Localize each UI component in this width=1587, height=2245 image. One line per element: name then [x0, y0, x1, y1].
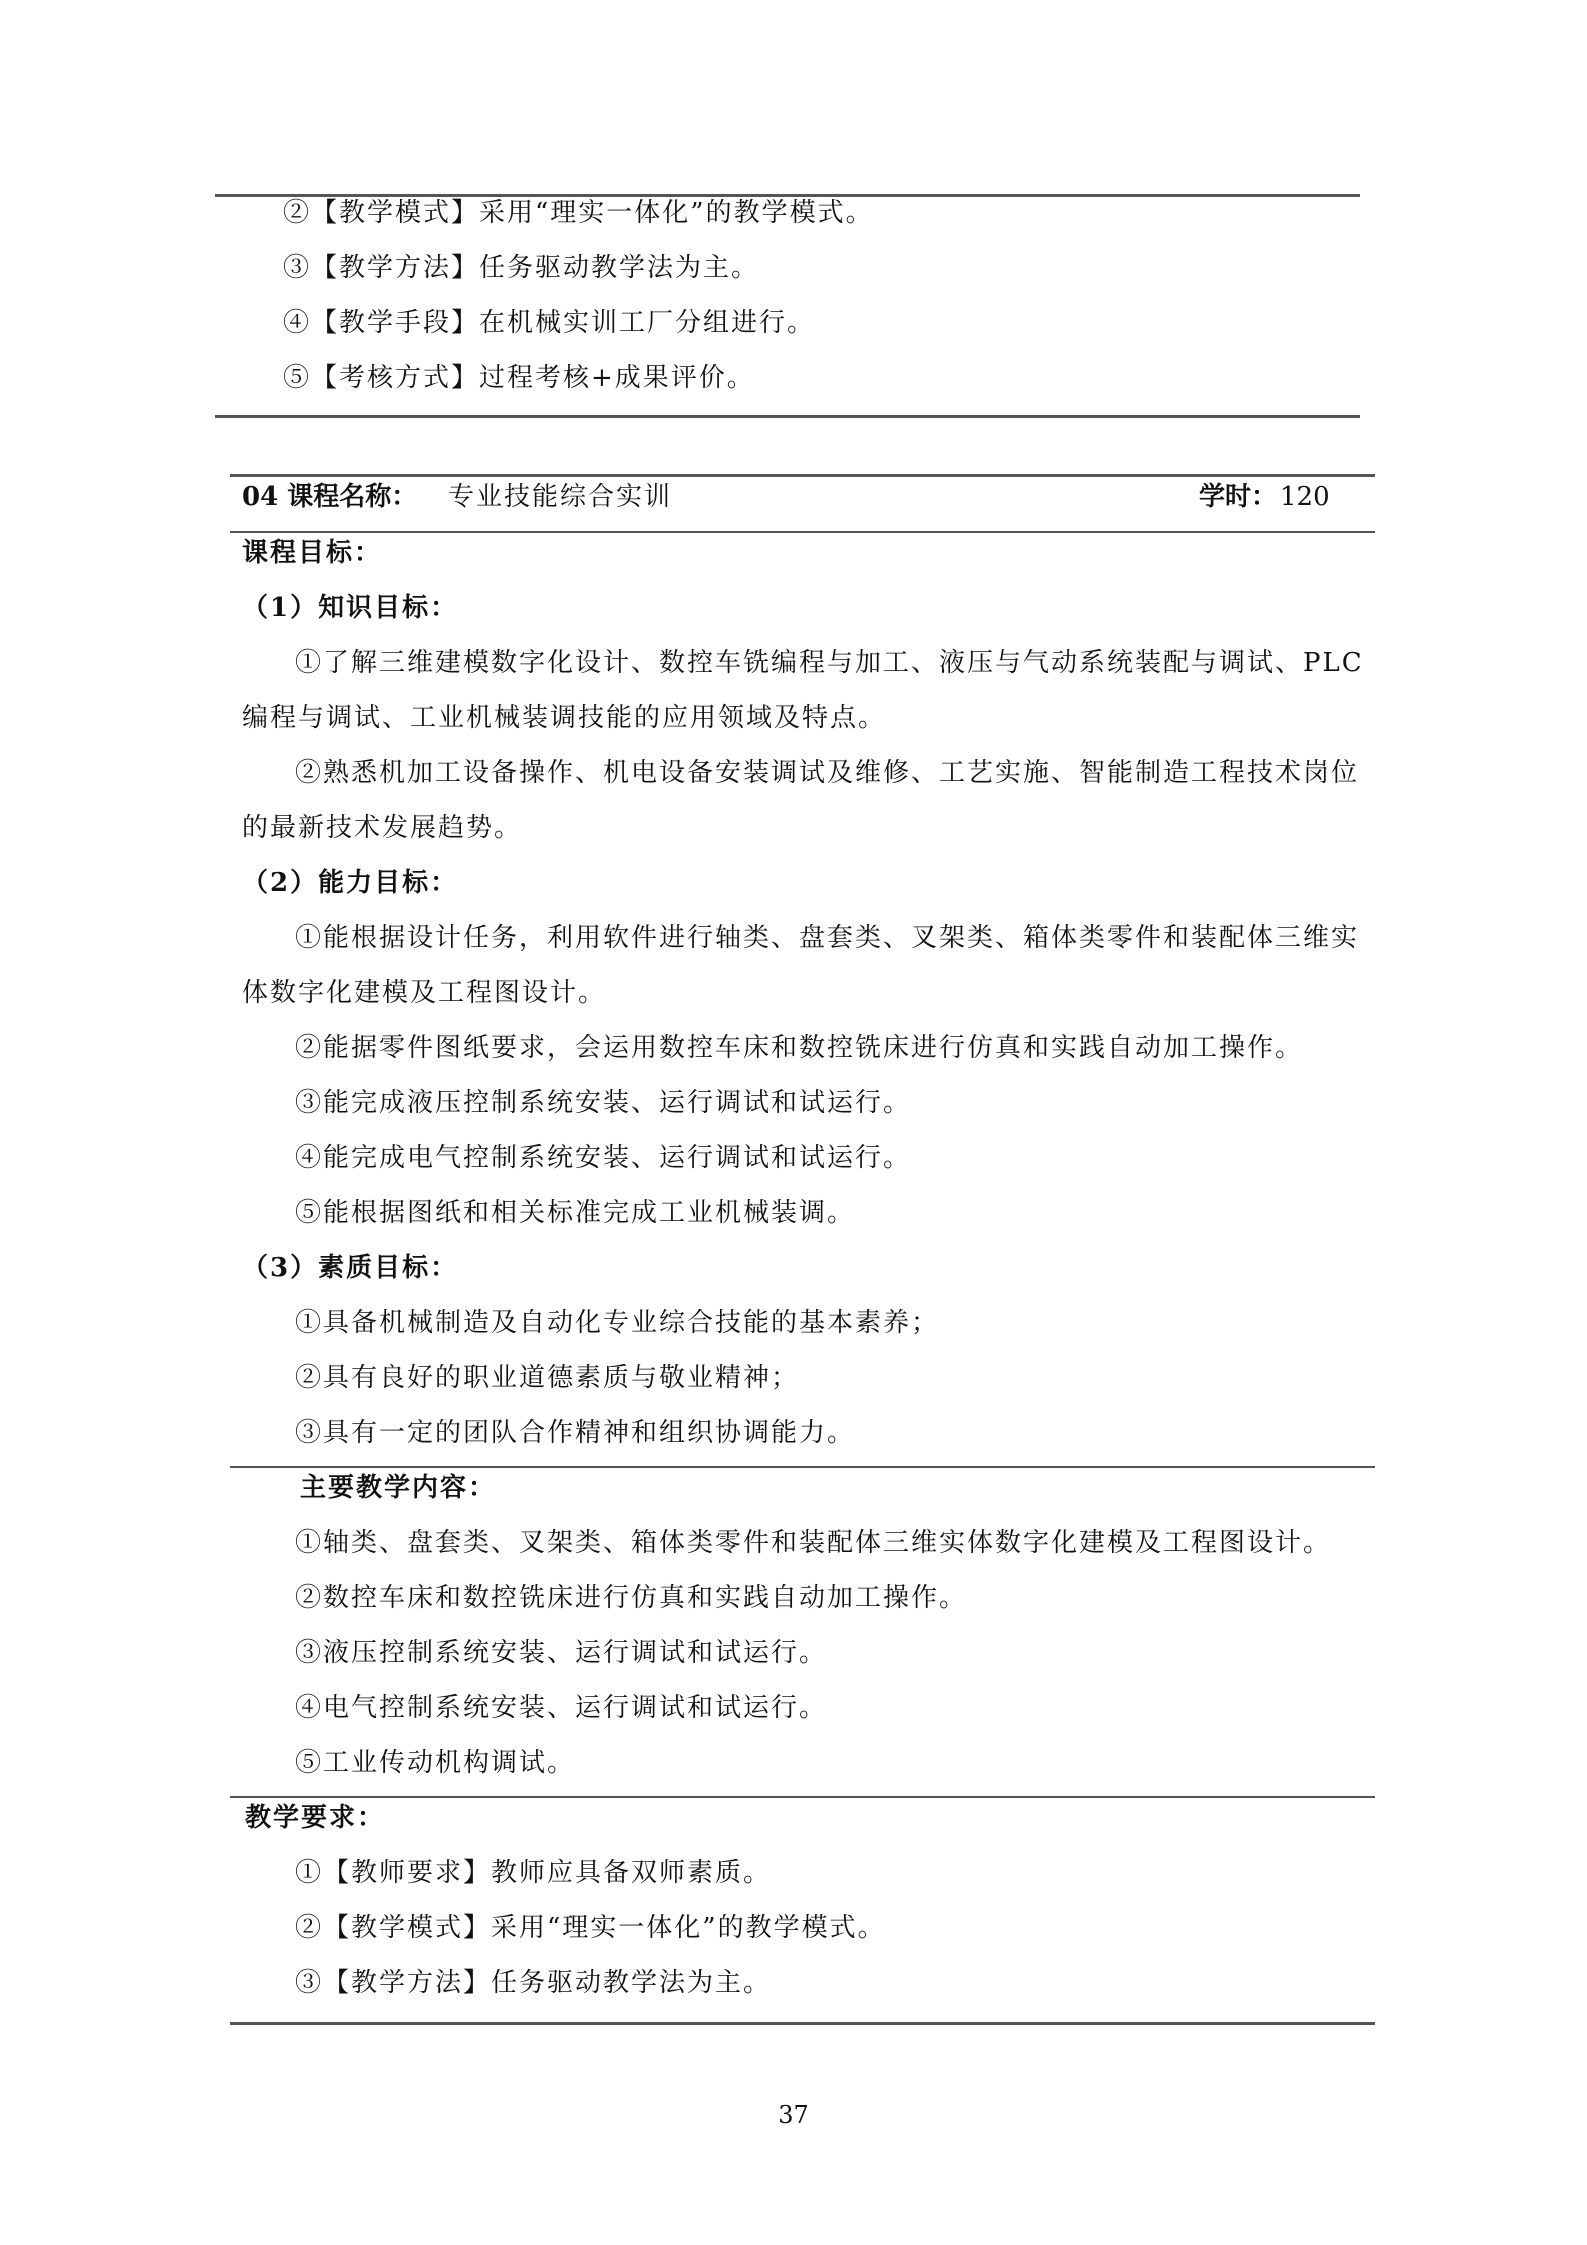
- requirements-line-3: ③【教学方法】任务驱动教学法为主。: [295, 1968, 772, 1998]
- knowledge-line-1: ①了解三维建模数字化设计、数控车铣编程与加工、液压与气动系统装配与调试、PLC: [295, 648, 1364, 678]
- quality-line-1: ①具备机械制造及自动化专业综合技能的基本素养；: [295, 1308, 940, 1338]
- content-line-1: ①轴类、盘套类、叉架类、箱体类零件和装配体三维实体数字化建模及工程图设计。: [295, 1528, 1332, 1558]
- prev-section-bottom-rule: [215, 415, 1360, 418]
- requirements-line-1: ①【教师要求】教师应具备双师素质。: [295, 1858, 772, 1888]
- quality-title: （3）素质目标：: [242, 1253, 459, 1283]
- objectives-title: 课程目标：: [242, 538, 383, 568]
- ability-title: （2）能力目标：: [242, 868, 459, 898]
- course-hours-label: 学时：: [1199, 482, 1278, 512]
- content-top-rule: [230, 1466, 1375, 1468]
- knowledge-line-2: 编程与调试、工业机械装调技能的应用领域及特点。: [242, 703, 887, 733]
- course-header-top-rule: [230, 474, 1375, 477]
- ability-line-1: ①能根据设计任务，利用软件进行轴类、盘套类、叉架类、箱体类零件和装配体三维实: [295, 923, 1360, 953]
- prev-item-3: ④【教学手段】在机械实训工厂分组进行。: [283, 308, 816, 338]
- course-header: [242, 479, 1330, 515]
- bottom-rule: [230, 2022, 1375, 2025]
- prev-item-2: ③【教学方法】任务驱动教学法为主。: [283, 253, 760, 283]
- requirements-title: 教学要求：: [245, 1803, 386, 1833]
- content-title: 主要教学内容：: [300, 1473, 497, 1503]
- content-line-2: ②数控车床和数控铣床进行仿真和实践自动加工操作。: [295, 1583, 968, 1613]
- ability-line-5: ④能完成电气控制系统安装、运行调试和试运行。: [295, 1143, 912, 1173]
- ability-line-2: 体数字化建模及工程图设计。: [242, 978, 607, 1008]
- content-line-3: ③液压控制系统安装、运行调试和试运行。: [295, 1638, 828, 1668]
- ability-line-6: ⑤能根据图纸和相关标准完成工业机械装调。: [295, 1198, 856, 1228]
- quality-line-3: ③具有一定的团队合作精神和组织协调能力。: [295, 1418, 856, 1448]
- content-line-4: ④电气控制系统安装、运行调试和试运行。: [295, 1693, 828, 1723]
- course-name: 专业技能综合实训: [448, 482, 673, 512]
- page-number: 37: [778, 2101, 809, 2129]
- knowledge-title: （1）知识目标：: [242, 593, 459, 623]
- ability-line-3: ②能据零件图纸要求，会运用数控车床和数控铣床进行仿真和实践自动加工操作。: [295, 1033, 1304, 1063]
- requirements-line-2: ②【教学模式】采用“理实一体化”的教学模式。: [295, 1913, 886, 1943]
- requirements-top-rule: [230, 1796, 1375, 1798]
- quality-line-2: ②具有良好的职业道德素质与敬业精神；: [295, 1363, 800, 1393]
- knowledge-line-3: ②熟悉机加工设备操作、机电设备安装调试及维修、工艺实施、智能制造工程技术岗位: [295, 758, 1360, 788]
- content-line-5: ⑤工业传动机构调试。: [295, 1748, 576, 1778]
- ability-line-4: ③能完成液压控制系统安装、运行调试和试运行。: [295, 1088, 912, 1118]
- course-hours-value: 120: [1280, 482, 1330, 512]
- course-header-bottom-rule: [230, 531, 1375, 533]
- prev-item-4: ⑤【考核方式】过程考核+成果评价。: [283, 363, 755, 393]
- course-number-label: 04 课程名称：: [242, 482, 418, 512]
- prev-item-1: ②【教学模式】采用“理实一体化”的教学模式。: [283, 198, 874, 228]
- knowledge-line-4: 的最新技术发展趋势。: [242, 813, 523, 843]
